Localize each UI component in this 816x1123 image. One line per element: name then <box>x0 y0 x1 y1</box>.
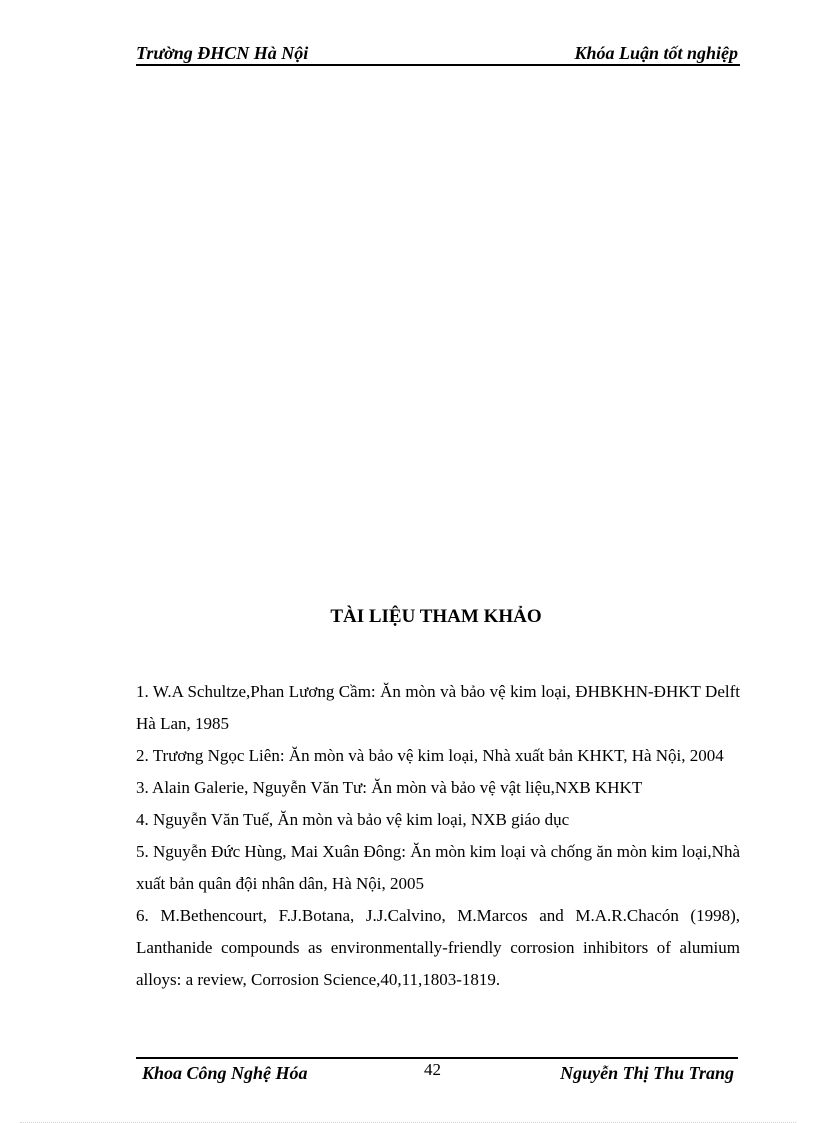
header-thesis-label: Khóa Luận tốt nghiệp <box>574 43 738 63</box>
footer-faculty: Khoa Công Nghệ Hóa <box>142 1063 308 1083</box>
reference-item: 5. Nguyễn Đức Hùng, Mai Xuân Đông: Ăn mòn kim loại và chống ăn mòn kim loại,Nhà xuất bản quân đội nhân dân, Hà Nội, 2005 <box>136 842 740 893</box>
page-header <box>136 42 740 66</box>
reference-list <box>136 676 740 996</box>
reference-item: 2. Trương Ngọc Liên: Ăn mòn và bảo vệ kim loại, Nhà xuất bản KHKT, Hà Nội, 2004 <box>136 746 724 765</box>
footer-divider <box>136 1057 738 1059</box>
reference-item: 3. Alain Galerie, Nguyễn Văn Tư: Ăn mòn và bảo vệ vật liệu,NXB KHKT <box>136 778 643 797</box>
references-title <box>0 605 816 629</box>
header-school-name: Trường ĐHCN Hà Nội <box>136 43 309 63</box>
page-footer <box>136 1060 740 1086</box>
reference-item: 1. W.A Schultze,Phan Lương Cầm: Ăn mòn và bảo vệ kim loại, ĐHBKHN-ĐHKT Delft Hà Lan, 1985 <box>136 682 740 733</box>
footer-author: Nguyễn Thị Thu Trang <box>560 1063 734 1083</box>
reference-item: 6. M.Bethencourt, F.J.Botana, J.J.Calvino, M.Marcos and M.A.R.Chacón (1998), Lanthanide compounds as environmentally-friendly corrosion inhibitors of alumium alloys: a review, Corrosion Science,40,11,1803-1819. <box>136 906 740 989</box>
page-number: 42 <box>424 1060 441 1079</box>
references-title-text: TÀI LIỆU THAM KHẢO <box>330 606 542 627</box>
reference-item: 4. Nguyễn Văn Tuế, Ăn mòn và bảo vệ kim loại, NXB giáo dục <box>136 810 570 829</box>
